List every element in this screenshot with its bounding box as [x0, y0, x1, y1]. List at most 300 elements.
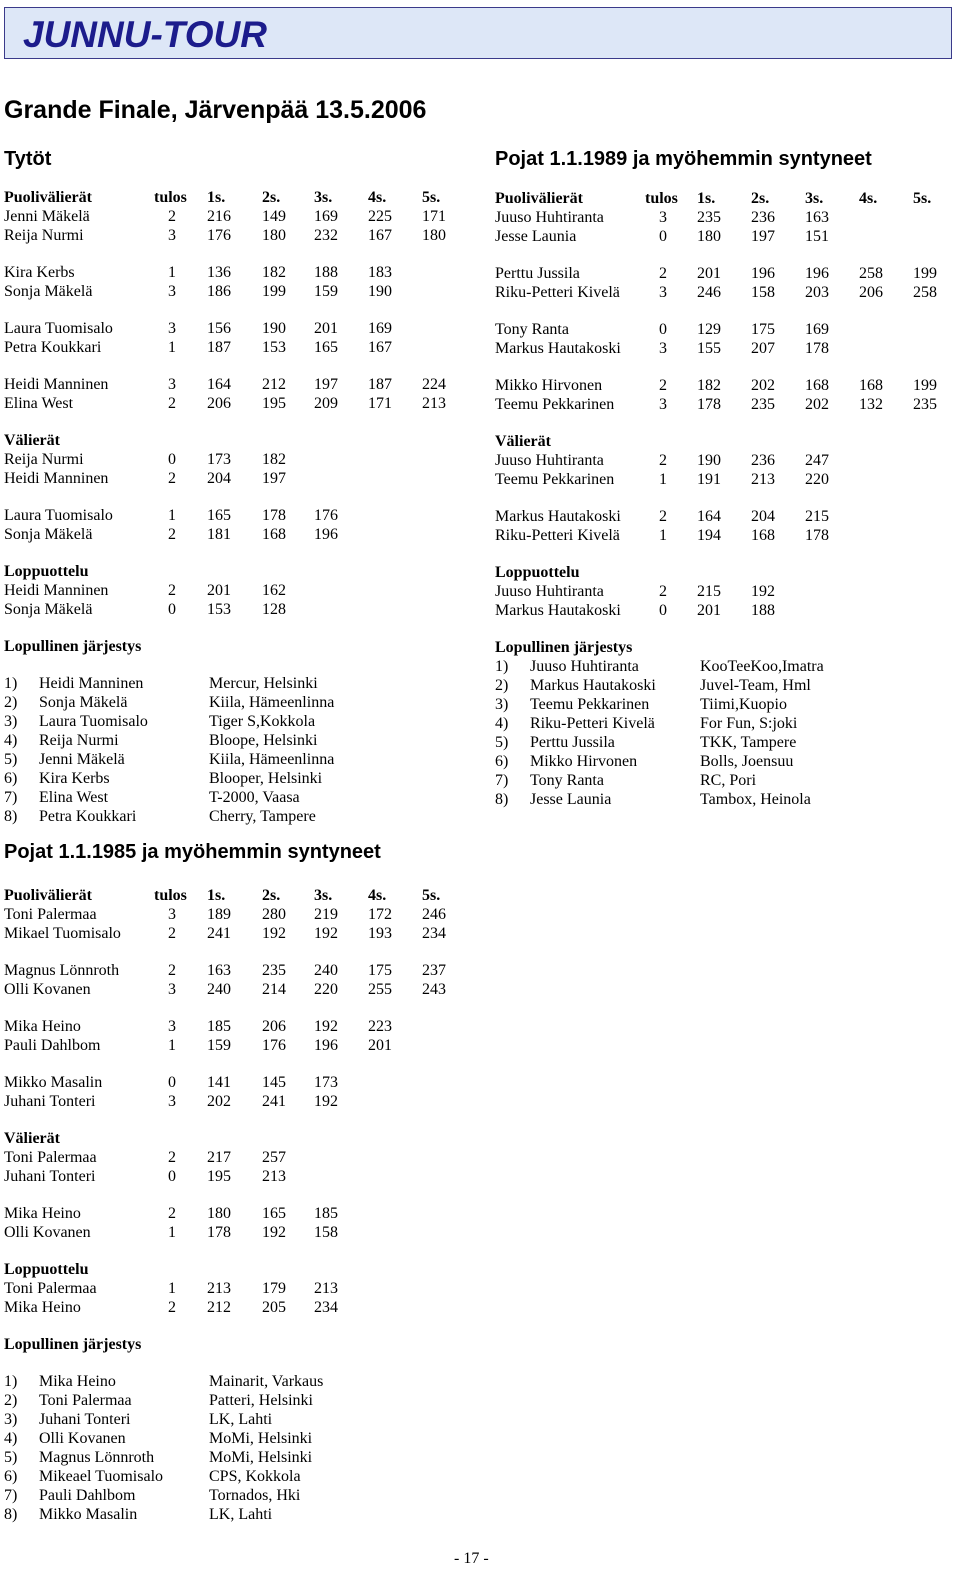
- standing-name: Mikko Hirvonen: [530, 753, 638, 770]
- game-score: 247: [805, 452, 829, 469]
- section-label: Loppuottelu: [495, 564, 580, 581]
- player-name: Juhani Tonteri: [4, 1168, 96, 1185]
- game-score: 192: [262, 1224, 286, 1241]
- standing-name: Tony Ranta: [530, 772, 604, 789]
- game-score: 258: [913, 284, 937, 301]
- game-score: 225: [368, 208, 392, 225]
- game-score: 172: [368, 906, 392, 923]
- standing-position: 6): [4, 770, 18, 787]
- standing-position: 3): [495, 696, 509, 713]
- player-tulos: 0: [168, 601, 176, 618]
- standing-position: 2): [4, 1392, 18, 1409]
- game-score: 162: [262, 582, 286, 599]
- standing-club: Tiger S,Kokkola: [209, 713, 316, 730]
- player-name: Pauli Dahlbom: [4, 1037, 101, 1054]
- player-tulos: 2: [168, 1299, 176, 1316]
- header-s3: 3s.: [314, 887, 333, 904]
- player-name: Heidi Manninen: [4, 582, 109, 599]
- standing-name: Jenni Mäkelä: [39, 751, 125, 768]
- game-score: 197: [751, 228, 775, 245]
- game-score: 219: [314, 906, 338, 923]
- game-score: 159: [207, 1037, 231, 1054]
- game-score: 237: [422, 962, 446, 979]
- player-name: Jenni Mäkelä: [4, 208, 90, 225]
- game-score: 202: [751, 377, 775, 394]
- header-s3: 3s.: [314, 189, 333, 206]
- standing-position: 5): [495, 734, 509, 751]
- game-score: 257: [262, 1149, 286, 1166]
- standing-position: 7): [495, 772, 509, 789]
- standing-club: T-2000, Vaasa: [209, 789, 300, 806]
- player-name: Markus Hautakoski: [495, 602, 621, 619]
- standing-club: Mainarit, Varkaus: [209, 1373, 324, 1390]
- player-name: Tony Ranta: [495, 321, 569, 338]
- standing-club: Kiila, Hämeenlinna: [209, 694, 335, 711]
- section-label: Loppuottelu: [4, 1261, 89, 1278]
- game-score: 169: [368, 320, 392, 337]
- standing-position: 2): [4, 694, 18, 711]
- game-score: 195: [262, 395, 286, 412]
- player-name: Riku-Petteri Kivelä: [495, 284, 620, 301]
- standing-name: Mikeael Tuomisalo: [39, 1468, 164, 1485]
- game-score: 203: [805, 284, 829, 301]
- player-name: Juhani Tonteri: [4, 1093, 96, 1110]
- player-name: Mika Heino: [4, 1205, 81, 1222]
- player-name: Sonja Mäkelä: [4, 601, 93, 618]
- game-score: 178: [207, 1224, 231, 1241]
- game-score: 169: [805, 321, 829, 338]
- game-score: 132: [859, 396, 883, 413]
- standing-name: Mikko Masalin: [39, 1506, 138, 1523]
- standing-club: CPS, Kokkola: [209, 1468, 301, 1485]
- player-name: Olli Kovanen: [4, 981, 91, 998]
- game-score: 213: [314, 1280, 338, 1297]
- player-tulos: 2: [168, 1149, 176, 1166]
- header-label: Puolivälierät: [495, 190, 583, 207]
- player-name: Teemu Pekkarinen: [495, 396, 615, 413]
- standing-position: 4): [4, 1430, 18, 1447]
- game-score: 217: [207, 1149, 231, 1166]
- standing-club: LK, Lahti: [209, 1411, 273, 1428]
- player-tulos: 3: [168, 227, 176, 244]
- game-score: 188: [751, 602, 775, 619]
- game-score: 202: [207, 1093, 231, 1110]
- standing-name: Pauli Dahlbom: [39, 1487, 136, 1504]
- player-tulos: 3: [168, 283, 176, 300]
- game-score: 153: [262, 339, 286, 356]
- player-tulos: 3: [168, 376, 176, 393]
- game-score: 224: [422, 376, 446, 393]
- game-score: 212: [207, 1299, 231, 1316]
- standing-club: For Fun, S:joki: [700, 715, 798, 732]
- game-score: 178: [805, 340, 829, 357]
- game-score: 167: [368, 339, 392, 356]
- game-score: 196: [751, 265, 775, 282]
- player-tulos: 0: [168, 1074, 176, 1091]
- game-score: 187: [368, 376, 392, 393]
- header-s2: 2s.: [751, 190, 770, 207]
- standing-name: Heidi Manninen: [39, 675, 144, 692]
- game-score: 180: [207, 1205, 231, 1222]
- game-score: 176: [207, 227, 231, 244]
- game-score: 158: [314, 1224, 338, 1241]
- standing-position: 3): [4, 713, 18, 730]
- player-tulos: 1: [168, 1224, 176, 1241]
- section-label: Loppuottelu: [4, 563, 89, 580]
- game-score: 220: [805, 471, 829, 488]
- page-number: - 17 -: [454, 1550, 489, 1567]
- game-score: 223: [368, 1018, 392, 1035]
- game-score: 185: [314, 1205, 338, 1222]
- game-score: 180: [422, 227, 446, 244]
- game-score: 169: [314, 208, 338, 225]
- game-score: 241: [207, 925, 231, 942]
- game-score: 235: [913, 396, 937, 413]
- player-tulos: 3: [168, 1093, 176, 1110]
- game-score: 204: [207, 470, 231, 487]
- standing-club: MoMi, Helsinki: [209, 1430, 313, 1447]
- standing-position: 5): [4, 751, 18, 768]
- player-name: Mikko Hirvonen: [495, 377, 603, 394]
- game-score: 206: [262, 1018, 286, 1035]
- standing-name: Petra Koukkari: [39, 808, 137, 825]
- header-s5: 5s.: [913, 190, 932, 207]
- player-tulos: 2: [168, 582, 176, 599]
- player-tulos: 1: [168, 339, 176, 356]
- player-tulos: 2: [659, 265, 667, 282]
- header-s3: 3s.: [805, 190, 824, 207]
- game-score: 163: [805, 209, 829, 226]
- section-label: Välierät: [495, 433, 551, 450]
- header-tulos: tulos: [154, 887, 187, 904]
- player-tulos: 3: [659, 284, 667, 301]
- header-s2: 2s.: [262, 887, 281, 904]
- standing-position: 1): [4, 675, 18, 692]
- event-title: Grande Finale, Järvenpää 13.5.2006: [4, 96, 427, 124]
- player-tulos: 3: [659, 209, 667, 226]
- standing-name: Elina West: [39, 789, 109, 806]
- standing-club: Juvel-Team, Hml: [700, 677, 811, 694]
- game-score: 235: [697, 209, 721, 226]
- header-tulos: tulos: [154, 189, 187, 206]
- game-score: 240: [207, 981, 231, 998]
- player-name: Magnus Lönnroth: [4, 962, 120, 979]
- standing-position: 4): [4, 732, 18, 749]
- player-name: Heidi Manninen: [4, 376, 109, 393]
- standing-position: 8): [4, 1506, 18, 1523]
- game-score: 201: [697, 265, 721, 282]
- standing-club: Mercur, Helsinki: [209, 675, 318, 692]
- player-name: Petra Koukkari: [4, 339, 102, 356]
- game-score: 178: [262, 507, 286, 524]
- game-score: 213: [262, 1168, 286, 1185]
- game-score: 232: [314, 227, 338, 244]
- game-score: 236: [751, 452, 775, 469]
- standing-name: Reija Nurmi: [39, 732, 119, 749]
- game-score: 240: [314, 962, 338, 979]
- player-name: Mikael Tuomisalo: [4, 925, 121, 942]
- game-score: 213: [207, 1280, 231, 1297]
- standing-club: TKK, Tampere: [700, 734, 797, 751]
- standing-club: Bloope, Helsinki: [209, 732, 318, 749]
- game-score: 199: [262, 283, 286, 300]
- game-score: 180: [262, 227, 286, 244]
- game-score: 181: [207, 526, 231, 543]
- game-score: 241: [262, 1093, 286, 1110]
- game-score: 149: [262, 208, 286, 225]
- girls-title: Tytöt: [4, 148, 52, 170]
- player-tulos: 2: [168, 925, 176, 942]
- banner: [4, 7, 952, 59]
- game-score: 136: [207, 264, 231, 281]
- game-score: 246: [422, 906, 446, 923]
- game-score: 171: [422, 208, 446, 225]
- game-score: 175: [368, 962, 392, 979]
- banner-title: JUNNU-TOUR: [23, 14, 267, 55]
- standing-name: Juuso Huhtiranta: [530, 658, 639, 675]
- player-tulos: 2: [659, 508, 667, 525]
- standing-position: 7): [4, 789, 18, 806]
- game-score: 190: [368, 283, 392, 300]
- game-score: 165: [207, 507, 231, 524]
- player-tulos: 1: [659, 527, 667, 544]
- player-name: Toni Palermaa: [4, 906, 97, 923]
- game-score: 173: [207, 451, 231, 468]
- standing-name: Juhani Tonteri: [39, 1411, 131, 1428]
- game-score: 155: [697, 340, 721, 357]
- game-score: 196: [314, 1037, 338, 1054]
- game-score: 258: [859, 265, 883, 282]
- game-score: 243: [422, 981, 446, 998]
- standing-club: Bolls, Joensuu: [700, 753, 794, 770]
- game-score: 255: [368, 981, 392, 998]
- game-score: 212: [262, 376, 286, 393]
- game-score: 197: [314, 376, 338, 393]
- game-score: 180: [697, 228, 721, 245]
- player-tulos: 1: [168, 1280, 176, 1297]
- player-tulos: 0: [168, 1168, 176, 1185]
- game-score: 178: [805, 527, 829, 544]
- player-name: Markus Hautakoski: [495, 340, 621, 357]
- player-tulos: 1: [168, 264, 176, 281]
- player-tulos: 0: [659, 602, 667, 619]
- game-score: 158: [751, 284, 775, 301]
- player-tulos: 2: [168, 395, 176, 412]
- player-name: Mikko Masalin: [4, 1074, 103, 1091]
- player-tulos: 2: [168, 470, 176, 487]
- game-score: 201: [207, 582, 231, 599]
- player-name: Juuso Huhtiranta: [495, 583, 604, 600]
- standing-club: Tornados, Hki: [209, 1487, 301, 1504]
- standing-name: Sonja Mäkelä: [39, 694, 128, 711]
- game-score: 183: [368, 264, 392, 281]
- game-score: 128: [262, 601, 286, 618]
- game-score: 192: [262, 925, 286, 942]
- player-tulos: 3: [168, 1018, 176, 1035]
- game-score: 192: [314, 1093, 338, 1110]
- game-score: 168: [262, 526, 286, 543]
- player-tulos: 0: [168, 451, 176, 468]
- standing-club: MoMi, Helsinki: [209, 1449, 313, 1466]
- player-tulos: 3: [168, 906, 176, 923]
- header-s1: 1s.: [697, 190, 716, 207]
- game-score: 171: [368, 395, 392, 412]
- game-score: 178: [697, 396, 721, 413]
- header-s5: 5s.: [422, 189, 441, 206]
- game-score: 153: [207, 601, 231, 618]
- player-name: Juuso Huhtiranta: [495, 452, 604, 469]
- game-score: 202: [805, 396, 829, 413]
- game-score: 164: [207, 376, 231, 393]
- section-label: Lopullinen järjestys: [4, 638, 142, 655]
- header-s2: 2s.: [262, 189, 281, 206]
- header-s5: 5s.: [422, 887, 441, 904]
- header-s4: 4s.: [859, 190, 878, 207]
- player-tulos: 1: [659, 471, 667, 488]
- standing-position: 1): [4, 1373, 18, 1390]
- player-name: Kira Kerbs: [4, 264, 75, 281]
- game-score: 168: [859, 377, 883, 394]
- standing-name: Kira Kerbs: [39, 770, 110, 787]
- standing-club: LK, Lahti: [209, 1506, 273, 1523]
- section-label: Välierät: [4, 1130, 60, 1147]
- header-s1: 1s.: [207, 887, 226, 904]
- header-s1: 1s.: [207, 189, 226, 206]
- player-name: Olli Kovanen: [4, 1224, 91, 1241]
- game-score: 188: [314, 264, 338, 281]
- standing-club: Tambox, Heinola: [700, 791, 811, 808]
- game-score: 189: [207, 906, 231, 923]
- game-score: 165: [262, 1205, 286, 1222]
- game-score: 214: [262, 981, 286, 998]
- game-score: 206: [207, 395, 231, 412]
- game-score: 216: [207, 208, 231, 225]
- player-name: Riku-Petteri Kivelä: [495, 527, 620, 544]
- game-score: 215: [697, 583, 721, 600]
- standing-position: 7): [4, 1487, 18, 1504]
- game-score: 187: [207, 339, 231, 356]
- section-label: Lopullinen järjestys: [495, 639, 633, 656]
- game-score: 246: [697, 284, 721, 301]
- standing-position: 2): [495, 677, 509, 694]
- game-score: 156: [207, 320, 231, 337]
- standing-name: Riku-Petteri Kivelä: [530, 715, 655, 732]
- player-tulos: 2: [659, 583, 667, 600]
- player-name: Jesse Launia: [495, 228, 577, 245]
- standing-club: Tiimi,Kuopio: [700, 696, 787, 713]
- game-score: 182: [262, 451, 286, 468]
- game-score: 235: [262, 962, 286, 979]
- game-score: 141: [207, 1074, 231, 1091]
- section-label: Välierät: [4, 432, 60, 449]
- game-score: 193: [368, 925, 392, 942]
- header-label: Puolivälierät: [4, 189, 92, 206]
- standing-club: Cherry, Tampere: [209, 808, 316, 825]
- player-name: Teemu Pekkarinen: [495, 471, 615, 488]
- game-score: 215: [805, 508, 829, 525]
- game-score: 213: [422, 395, 446, 412]
- standing-position: 6): [495, 753, 509, 770]
- game-score: 196: [314, 526, 338, 543]
- game-score: 201: [314, 320, 338, 337]
- game-score: 185: [207, 1018, 231, 1035]
- game-score: 194: [697, 527, 721, 544]
- game-score: 175: [751, 321, 775, 338]
- player-name: Laura Tuomisalo: [4, 320, 113, 337]
- standing-position: 5): [4, 1449, 18, 1466]
- header-s4: 4s.: [368, 887, 387, 904]
- game-score: 206: [859, 284, 883, 301]
- game-score: 201: [697, 602, 721, 619]
- game-score: 192: [751, 583, 775, 600]
- game-score: 176: [262, 1037, 286, 1054]
- player-name: Heidi Manninen: [4, 470, 109, 487]
- standing-position: 1): [495, 658, 509, 675]
- standing-position: 4): [495, 715, 509, 732]
- game-score: 165: [314, 339, 338, 356]
- player-name: Toni Palermaa: [4, 1149, 97, 1166]
- player-name: Juuso Huhtiranta: [495, 209, 604, 226]
- game-score: 234: [422, 925, 446, 942]
- standing-club: Kiila, Hämeenlinna: [209, 751, 335, 768]
- standing-position: 8): [4, 808, 18, 825]
- boys89-title: Pojat 1.1.1989 ja myöhemmin syntyneet: [495, 148, 872, 170]
- player-name: Mika Heino: [4, 1018, 81, 1035]
- game-score: 280: [262, 906, 286, 923]
- header-s4: 4s.: [368, 189, 387, 206]
- game-score: 199: [913, 377, 937, 394]
- game-score: 179: [262, 1280, 286, 1297]
- boys85-title: Pojat 1.1.1985 ja myöhemmin syntyneet: [4, 841, 381, 863]
- standing-club: Patteri, Helsinki: [209, 1392, 313, 1409]
- game-score: 220: [314, 981, 338, 998]
- player-tulos: 2: [659, 452, 667, 469]
- game-score: 201: [368, 1037, 392, 1054]
- player-name: Mika Heino: [4, 1299, 81, 1316]
- game-score: 173: [314, 1074, 338, 1091]
- player-name: Sonja Mäkelä: [4, 526, 93, 543]
- player-tulos: 1: [168, 507, 176, 524]
- game-score: 235: [751, 396, 775, 413]
- game-score: 190: [262, 320, 286, 337]
- standing-name: Olli Kovanen: [39, 1430, 126, 1447]
- game-score: 164: [697, 508, 721, 525]
- player-tulos: 1: [168, 1037, 176, 1054]
- game-score: 182: [262, 264, 286, 281]
- game-score: 163: [207, 962, 231, 979]
- player-tulos: 2: [168, 208, 176, 225]
- game-score: 197: [262, 470, 286, 487]
- player-name: Perttu Jussila: [495, 265, 580, 282]
- game-score: 234: [314, 1299, 338, 1316]
- player-tulos: 2: [168, 962, 176, 979]
- game-score: 190: [697, 452, 721, 469]
- game-score: 168: [751, 527, 775, 544]
- player-name: Toni Palermaa: [4, 1280, 97, 1297]
- player-name: Reija Nurmi: [4, 451, 84, 468]
- game-score: 195: [207, 1168, 231, 1185]
- game-score: 196: [805, 265, 829, 282]
- player-tulos: 3: [168, 981, 176, 998]
- standing-position: 6): [4, 1468, 18, 1485]
- game-score: 192: [314, 1018, 338, 1035]
- game-score: 168: [805, 377, 829, 394]
- game-score: 167: [368, 227, 392, 244]
- player-name: Markus Hautakoski: [495, 508, 621, 525]
- standing-name: Toni Palermaa: [39, 1392, 132, 1409]
- player-tulos: 3: [659, 396, 667, 413]
- game-score: 236: [751, 209, 775, 226]
